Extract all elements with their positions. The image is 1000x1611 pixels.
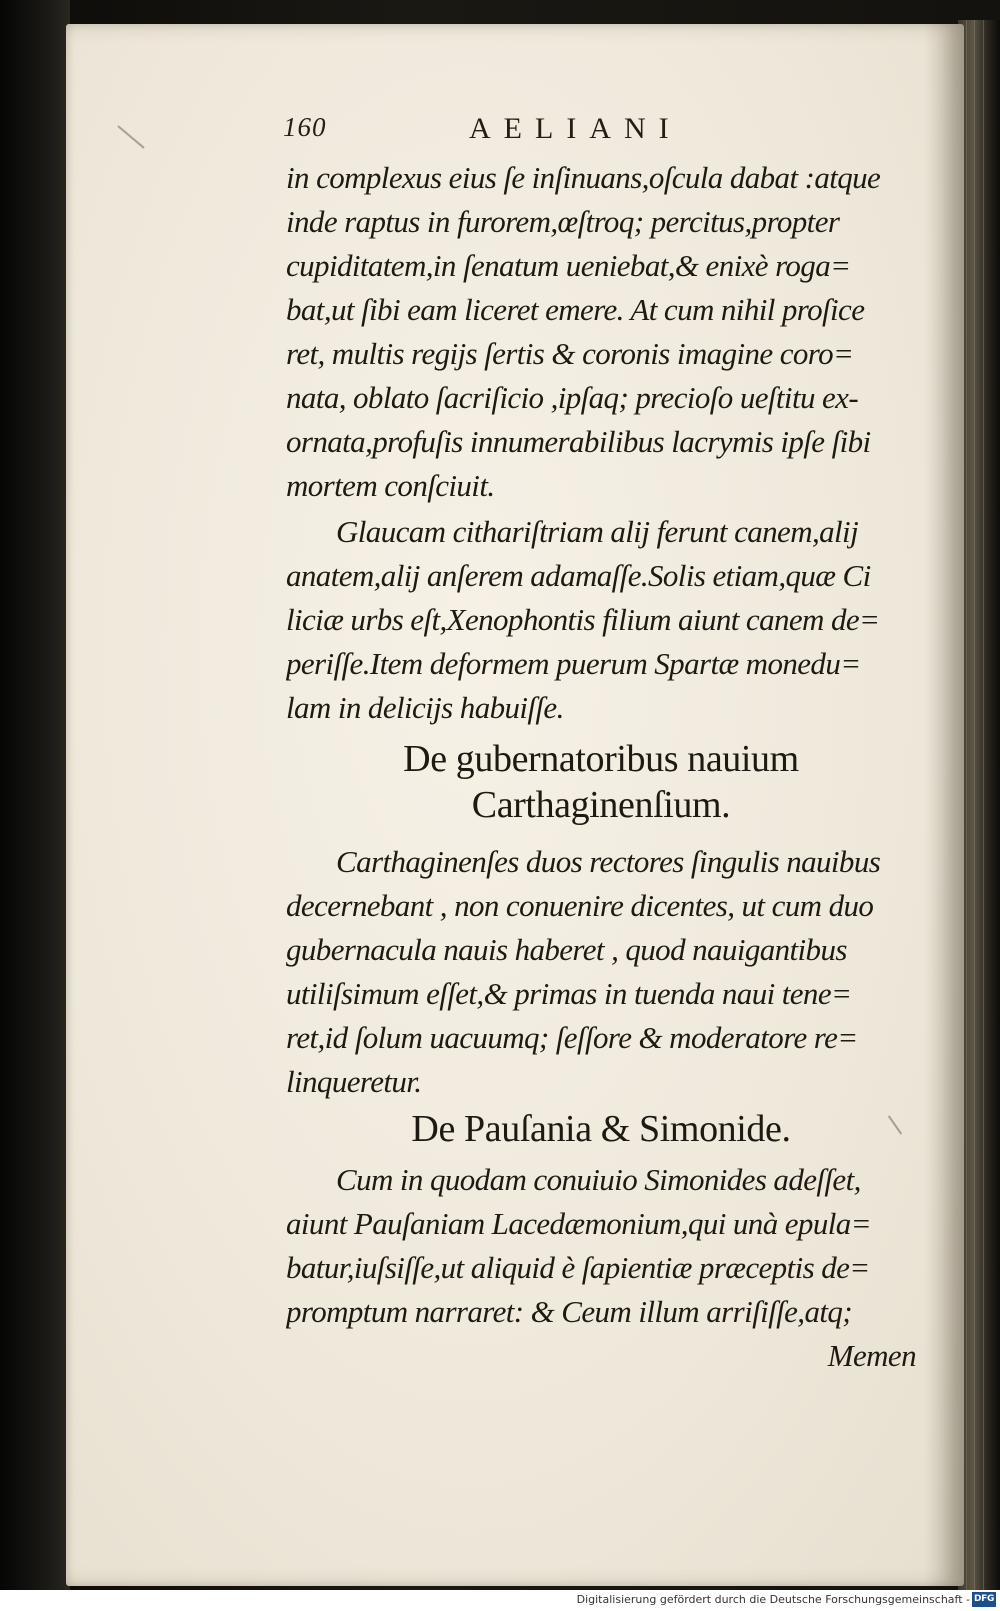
text-line: ret,id ſolum uacuumq; ſeſſore & moderatore re= <box>286 1020 858 1055</box>
text-line: utiliſsimum eſſet,& primas in tuenda naui tene= <box>286 976 852 1011</box>
text-line: linqueretur. <box>286 1064 422 1099</box>
text-line: decernebant , non conuenire dicentes, ut cum duo <box>286 888 874 923</box>
text-line: cupiditatem,in ſenatum ueniebat,& enixè roga= <box>286 248 851 283</box>
text-line: gubernacula nauis haberet , quod nauigantibus <box>286 932 847 967</box>
book-shadow-left <box>0 0 70 1590</box>
text-line: ret, multis regijs ſertis & coronis imagine coro= <box>286 336 854 371</box>
text-line: nata, oblato ſacriſicio ,ipſaq; precioſo ueſtitu ex- <box>286 380 859 415</box>
running-head: AELIANI <box>469 112 682 145</box>
footer-credit: Digitalisierung gefördert durch die Deutsche Forschungsgemeinschaft - <box>576 1593 970 1606</box>
page-number: 160 <box>283 112 327 142</box>
text-line: inde raptus in furorem,œſtroq; percitus,propter <box>286 204 840 239</box>
paragraph-first-line: Glaucam cithariſtriam alij ferunt canem,alij <box>336 514 859 549</box>
text-line: anatem,alij anſerem adamaſſe.Solis etiam,quæ Ci <box>286 558 871 593</box>
text-line: periſſe.Item deformem puerum Spartæ monedu= <box>286 646 861 681</box>
text-line: in complexus eius ſe inſinuans,oſcula dabat :atque <box>286 160 881 195</box>
text-line: lam in delicijs habuiſſe. <box>286 690 564 725</box>
text-line: mortem conſciuit. <box>286 468 495 503</box>
book-fore-edge <box>958 20 1000 1590</box>
dfg-logo-icon[interactable]: DFG <box>972 1592 996 1607</box>
footer-bar <box>0 1590 1000 1611</box>
section-heading: De gubernatoribus nauium <box>403 738 799 780</box>
paragraph-first-line: Cum in quodam conuiuio Simonides adeſſet, <box>336 1162 861 1197</box>
section-heading: De Pauſania & Simonide. <box>411 1108 791 1150</box>
text-line: aiunt Pauſaniam Lacedæmonium,qui unà epula= <box>286 1206 871 1241</box>
catchword: Memen <box>827 1338 916 1373</box>
page-tick-mark <box>117 125 144 148</box>
text-line: liciæ urbs eſt,Xenophontis filium aiunt canem de= <box>286 602 880 637</box>
section-heading: Carthaginenſium. <box>471 784 731 826</box>
page-header <box>283 112 743 152</box>
paragraph-first-line: Carthaginenſes duos rectores ſingulis nauibus <box>336 844 881 879</box>
text-line: batur,iuſsiſſe,ut aliquid è ſapientiæ præceptis de= <box>286 1250 870 1285</box>
page-gutter-shadow <box>924 24 964 1586</box>
text-line: ornata,profuſis innumerabilibus lacrymis ipſe ſibi <box>286 424 871 459</box>
text-line: promptum narraret: & Ceum illum arriſiſſe,atq; <box>286 1294 852 1329</box>
text-line: bat,ut ſibi eam liceret emere. At cum nihil proſice <box>286 292 865 327</box>
